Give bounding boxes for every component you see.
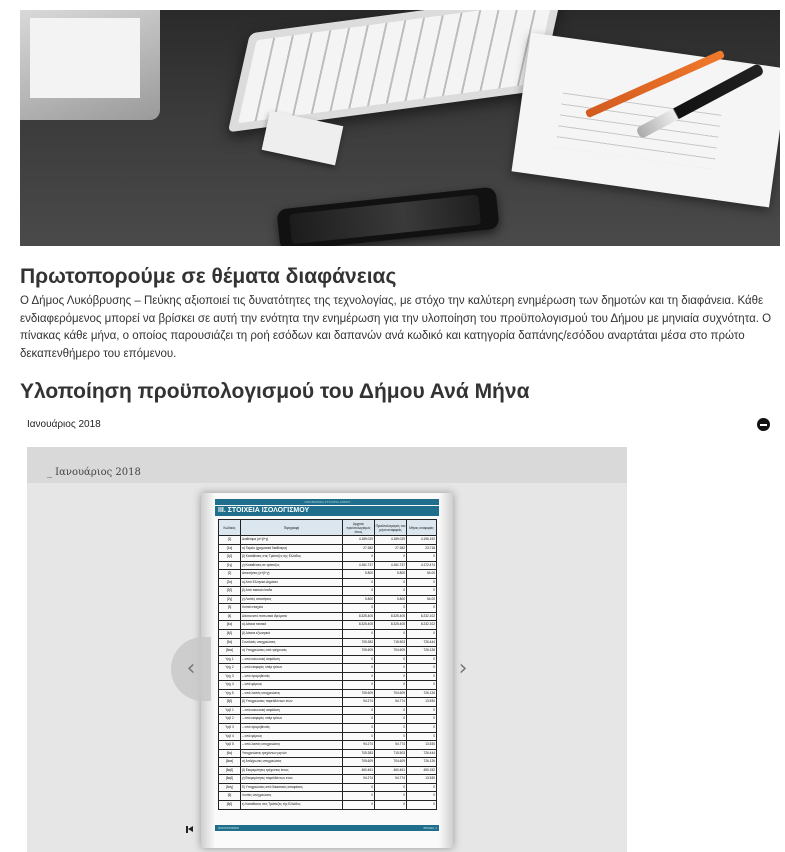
doc-footer-right: ΣΕΛΙΔΑ 1 <box>423 826 437 830</box>
row-description: – από λοιπές υποχρεώσεις <box>241 741 343 750</box>
table-row <box>219 630 437 639</box>
paper-shape <box>512 33 780 208</box>
row-value: 0 <box>375 587 407 596</box>
row-value: 0 <box>343 578 375 587</box>
row-code: [6] <box>219 792 241 801</box>
table-row <box>219 595 437 604</box>
row-value: 705.383 <box>343 749 375 758</box>
row-value: 13.530 <box>407 698 437 707</box>
table-row <box>219 698 437 707</box>
row-value: 0 <box>375 783 407 792</box>
row-value: 54.00 <box>407 595 437 604</box>
table-row <box>219 766 437 775</box>
row-value: 704.609 <box>375 758 407 767</box>
row-code: [6α] <box>219 749 241 758</box>
row-value: 0 <box>375 706 407 715</box>
row-description: Διαθέσιμα (α+β+γ) <box>241 536 343 545</box>
row-code: Υρβ 4 <box>219 732 241 741</box>
row-description: – από κοινωνική ασφάλιση <box>241 655 343 664</box>
row-value: 0 <box>343 800 375 809</box>
row-description: γ) Εκκρεμότητες παρελθόντων ετών <box>241 775 343 784</box>
row-value: 0 <box>375 630 407 639</box>
row-description: Απαιτήσεις (α+β+γ) <box>241 570 343 579</box>
row-description: ε) Καταθέσεις στις Τράπεζες της Ελλάδος <box>241 800 343 809</box>
row-value: 4.161.737 <box>375 561 407 570</box>
row-value: 0 <box>407 783 437 792</box>
row-description: α) Υποχρεώσεις από τρέχουσες <box>241 647 343 656</box>
row-code: [1α] <box>219 544 241 553</box>
row-value: 8.232.102 <box>407 612 437 621</box>
table-row <box>219 783 437 792</box>
row-description: – από εισφορές υπέρ τρίτων <box>241 664 343 673</box>
table-row <box>219 570 437 579</box>
row-value: 4.189.029 <box>343 536 375 545</box>
row-value: 705.609 <box>343 689 375 698</box>
row-value: 0 <box>375 672 407 681</box>
table-row <box>219 715 437 724</box>
table-row <box>219 800 437 809</box>
table-row <box>219 724 437 733</box>
row-value: 705.383 <box>343 638 375 647</box>
row-value: 8.325.405 <box>375 612 407 621</box>
row-description: β) Από τακτικά έσοδα <box>241 587 343 596</box>
row-value: 0 <box>343 724 375 733</box>
row-code: [1γ] <box>219 561 241 570</box>
row-value: 0 <box>407 792 437 801</box>
row-value: 0 <box>343 664 375 673</box>
table-row <box>219 792 437 801</box>
row-description: γ) Λοιπές απαιτήσεις <box>241 595 343 604</box>
table-row <box>219 706 437 715</box>
document-page <box>201 493 453 848</box>
row-code: Υρχ 1 <box>219 655 241 664</box>
column-header: Κωδικός <box>219 520 241 536</box>
row-code: [4α] <box>219 621 241 630</box>
row-value: 23.718 <box>407 544 437 553</box>
row-value: 0 <box>343 655 375 664</box>
row-value: 8.232.102 <box>407 621 437 630</box>
row-description: – από φόρους <box>241 681 343 690</box>
row-value: 0 <box>375 715 407 724</box>
row-code: [1β] <box>219 553 241 562</box>
row-value: 0 <box>375 655 407 664</box>
row-value: 8.325.405 <box>343 612 375 621</box>
intro-paragraph: Ο Δήμος Λυκόβρυσης – Πεύκης αξιοποιεί τις δυνατότητες της τεχνολογίας, με στόχο την καλύτερη ενημέρωση των δημοτών και τη διαφάνεια. Κάθε ενδιαφερόμενος μπορεί να βρίσκει σε αυτή την ενότητα την ενημέρωση για την υλοποίηση του προϋπολογισμού του Δήμου με μηνιαία συχνότητα. Ο πίνακας κάθε μήνα, ο οποίος παρουσιάζει τη ροή εσόδων και δαπανών ανά κωδικό και κατηγορία δαπάνης/εσόδου αναρτάται μέσα στο πρώτο δεκαπενθήμερο του επόμενου. <box>20 295 772 360</box>
row-description: γ) Καταθέσεις σε τράπεζες <box>241 561 343 570</box>
chevron-left-icon: ‹ <box>186 656 196 681</box>
table-row <box>219 758 437 767</box>
row-code: Υρβ 3 <box>219 724 241 733</box>
row-value: 0 <box>375 604 407 613</box>
row-value: 94.274 <box>343 775 375 784</box>
row-value: 0 <box>407 587 437 596</box>
row-value: 705.609 <box>343 647 375 656</box>
row-code: Υρβ 2 <box>219 715 241 724</box>
row-value: 27.382 <box>375 544 407 553</box>
doc-top-band: ΟΙΚΟΝΟΜΙΚΑ ΣΤΟΙΧΕΙΑ ΔΗΜΟΥ <box>215 499 440 505</box>
row-value: 0 <box>343 672 375 681</box>
table-row <box>219 741 437 750</box>
row-value: 54.00 <box>407 570 437 579</box>
row-code: [6β] <box>219 800 241 809</box>
row-value: 0 <box>343 587 375 596</box>
column-header: Προϋπολογισμός του μήνα αναφοράς <box>375 520 407 536</box>
table-row <box>219 775 437 784</box>
table-row <box>219 655 437 664</box>
row-value: 0 <box>407 655 437 664</box>
row-description: α) Απλήρωτες υποχρεώσεις <box>241 758 343 767</box>
row-description: – από φόρους <box>241 732 343 741</box>
row-value: 5.800 <box>375 570 407 579</box>
row-code: [2γ] <box>219 595 241 604</box>
row-value: 0 <box>407 800 437 809</box>
row-value: 704.609 <box>375 647 407 656</box>
column-header: Περιγραφή <box>241 520 343 536</box>
row-value: 0 <box>375 800 407 809</box>
row-description: δ) Υποχρεώσεις από δικαστικές αποφάσεις <box>241 783 343 792</box>
row-code: Υρχ 2 <box>219 664 241 673</box>
row-description: β) Καταθέσεις στις Τράπεζες της Ελλάδος <box>241 553 343 562</box>
row-value: 715.503 <box>375 638 407 647</box>
row-value: 0 <box>407 672 437 681</box>
hero-image <box>20 10 780 246</box>
row-code: [2β] <box>219 587 241 596</box>
row-value: 5.800 <box>375 595 407 604</box>
section-title: Υλοποίηση προϋπολογισμού του Δήμου Ανά Μήνα <box>20 380 530 403</box>
row-code: [1] <box>219 536 241 545</box>
row-value: 715.503 <box>375 749 407 758</box>
row-value: 0 <box>343 715 375 724</box>
row-description: β) Δάνεια εξωτερικά <box>241 630 343 639</box>
row-value: 54.774 <box>375 741 407 750</box>
viewer-title: _ Ιανουάριος 2018 <box>47 467 141 478</box>
table-row <box>219 681 437 690</box>
row-code: [5β] <box>219 698 241 707</box>
row-code: [5α] <box>219 638 241 647</box>
row-description: – από προμηθευτές <box>241 724 343 733</box>
row-description: Υποχρεώσεις τρεχόντων μηνών <box>241 749 343 758</box>
doc-footer-left: ΙΣΟΛΟΓΙΣΜΟΣ <box>218 826 239 830</box>
row-value: 0 <box>343 783 375 792</box>
row-value: 13.530 <box>407 775 437 784</box>
table-row <box>219 578 437 587</box>
row-description: Λοιπά στοιχεία <box>241 604 343 613</box>
row-value: 0 <box>343 732 375 741</box>
row-description: α) Ταμείο (χρηματικά διαθέσιμα) <box>241 544 343 553</box>
row-code: [6αα] <box>219 758 241 767</box>
row-value: 4.196.192 <box>407 536 437 545</box>
row-code: Υρβ 5 <box>219 741 241 750</box>
row-value: 0 <box>407 724 437 733</box>
row-value: 0 <box>375 681 407 690</box>
row-value: 460.461 <box>343 766 375 775</box>
table-row <box>219 587 437 596</box>
table-row <box>219 672 437 681</box>
table-row <box>219 536 437 545</box>
row-value: 726.444 <box>407 749 437 758</box>
table-row <box>219 621 437 630</box>
row-description: β) Εκκρεμότητες τρέχοντος έτους <box>241 766 343 775</box>
table-row <box>219 647 437 656</box>
row-value: 726.444 <box>407 638 437 647</box>
note-shape <box>262 111 344 166</box>
row-value: 0 <box>375 792 407 801</box>
row-code: [5αα] <box>219 647 241 656</box>
budget-table <box>218 519 437 810</box>
row-description: α) Δάνεια τακτικά <box>241 621 343 630</box>
table-row <box>219 732 437 741</box>
viewer-header <box>27 447 627 483</box>
minus-circle-icon[interactable] <box>757 418 770 431</box>
row-value: 0 <box>343 604 375 613</box>
row-code: [4β] <box>219 630 241 639</box>
row-value: 8.325.405 <box>375 621 407 630</box>
row-value: 0 <box>407 715 437 724</box>
row-description: – από κοινωνική ασφάλιση <box>241 706 343 715</box>
page-title: Πρωτοπορούμε σε θέματα διαφάνειας <box>20 265 397 288</box>
row-description: – από προμηθευτές <box>241 672 343 681</box>
row-code: [3] <box>219 604 241 613</box>
row-value: 726.126 <box>407 758 437 767</box>
first-page-button[interactable] <box>185 825 195 835</box>
row-description: – από λοιπές υποχρεώσεις <box>241 689 343 698</box>
doc-footer-note <box>215 833 440 838</box>
document-viewer <box>27 447 627 852</box>
row-value: 0 <box>343 630 375 639</box>
row-value: 4.161.737 <box>343 561 375 570</box>
row-value: 0 <box>343 792 375 801</box>
row-description: Συνολικές υποχρεώσεις <box>241 638 343 647</box>
prev-page-button[interactable] <box>171 637 211 701</box>
table-row <box>219 544 437 553</box>
table-row <box>219 553 437 562</box>
row-value: 726.126 <box>407 647 437 656</box>
row-value: 460.461 <box>375 766 407 775</box>
row-value: 0 <box>375 732 407 741</box>
row-value: 0 <box>407 664 437 673</box>
table-row <box>219 689 437 698</box>
row-value: 0 <box>375 578 407 587</box>
chevron-right-icon: › <box>458 656 468 681</box>
row-value: 13.530 <box>407 741 437 750</box>
row-value: 5.800 <box>343 570 375 579</box>
row-code: [4] <box>219 612 241 621</box>
row-value: 0 <box>407 732 437 741</box>
row-description: α) Από Ελληνικό Δημόσιο <box>241 578 343 587</box>
row-value: 0 <box>407 578 437 587</box>
row-value: 4.189.029 <box>375 536 407 545</box>
row-value: 5.800 <box>343 595 375 604</box>
row-value: 0 <box>407 681 437 690</box>
row-code: [2α] <box>219 578 241 587</box>
laptop-shape <box>20 10 160 120</box>
row-value: 0 <box>407 553 437 562</box>
row-value: 450.152 <box>407 766 437 775</box>
table-header-row <box>219 520 437 536</box>
table-row <box>219 664 437 673</box>
row-description: β) Υποχρεώσεις παρελθόντων ετών <box>241 698 343 707</box>
row-value: 0 <box>407 604 437 613</box>
row-description: Δάνεια από πιστωτικά ιδρύματα <box>241 612 343 621</box>
row-code: [2] <box>219 570 241 579</box>
row-value: 8.325.405 <box>343 621 375 630</box>
row-value: 0 <box>407 706 437 715</box>
row-description: – από εισφορές υπέρ τρίτων <box>241 715 343 724</box>
row-description: Λοιπές υποχρεώσεις <box>241 792 343 801</box>
row-value: 705.609 <box>343 758 375 767</box>
column-header: Μήνας αναφοράς <box>407 520 437 536</box>
row-value: 0 <box>407 630 437 639</box>
table-row <box>219 749 437 758</box>
table-row <box>219 612 437 621</box>
row-value: 0 <box>375 724 407 733</box>
row-code: Υρβ 1 <box>219 706 241 715</box>
row-value: 0 <box>343 681 375 690</box>
row-code: [6αβ] <box>219 775 241 784</box>
table-row <box>219 561 437 570</box>
next-page-button[interactable] <box>453 653 473 685</box>
row-value: 4.172.474 <box>407 561 437 570</box>
row-value: 27.382 <box>343 544 375 553</box>
row-value: 54.774 <box>375 775 407 784</box>
row-code: Υρχ 5 <box>219 689 241 698</box>
row-code: [6αγ] <box>219 783 241 792</box>
row-value: 704.609 <box>375 689 407 698</box>
accordion-title[interactable]: Ιανουάριος 2018 <box>27 419 101 430</box>
row-value: 0 <box>343 706 375 715</box>
table-row <box>219 604 437 613</box>
row-value: 0 <box>343 553 375 562</box>
doc-footer <box>215 825 440 831</box>
row-value: 54.774 <box>375 698 407 707</box>
row-value: 94.274 <box>343 698 375 707</box>
doc-header: ΙΙΙ. ΣΤΟΙΧΕΙΑ ΙΣΟΛΟΓΙΣΜΟΥ <box>215 506 440 516</box>
row-value: 726.126 <box>407 689 437 698</box>
table-row <box>219 638 437 647</box>
row-code: Υρχ 4 <box>219 681 241 690</box>
row-value: 0 <box>375 664 407 673</box>
row-value: 0 <box>375 553 407 562</box>
column-header: Αρχικός προϋπολογισμός έτους <box>343 520 375 536</box>
phone-shape <box>276 187 499 246</box>
row-code: [6αβ] <box>219 766 241 775</box>
row-value: 94.274 <box>343 741 375 750</box>
row-code: Υρχ 3 <box>219 672 241 681</box>
